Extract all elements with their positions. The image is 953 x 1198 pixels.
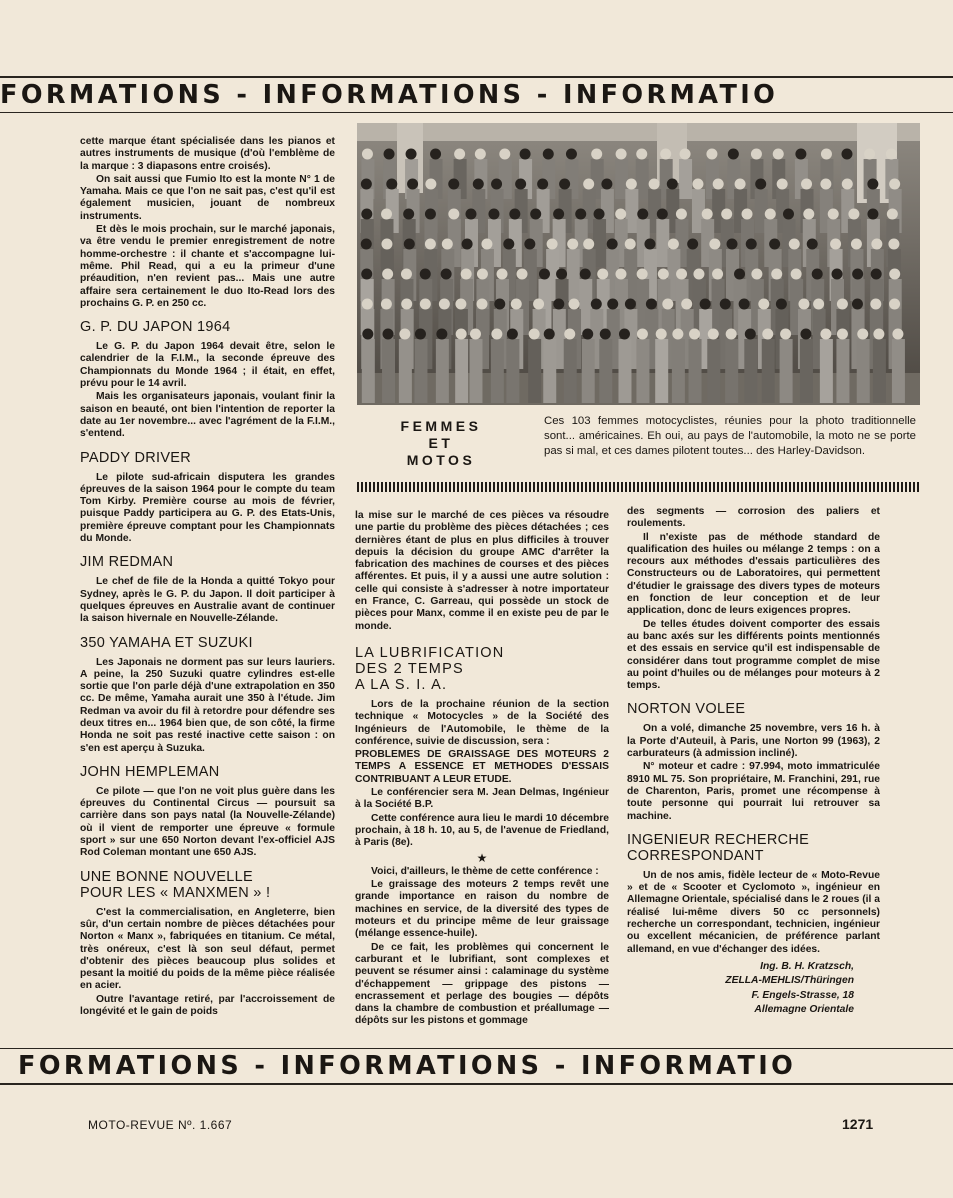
person-head — [828, 209, 839, 220]
person-head — [800, 329, 811, 340]
person-head — [442, 239, 453, 250]
person-head — [813, 299, 824, 310]
person-head — [720, 299, 731, 310]
person-head — [381, 209, 392, 220]
person-head — [361, 239, 372, 250]
person-head — [693, 269, 704, 280]
person-head — [871, 239, 882, 250]
person-head — [851, 239, 862, 250]
person-head — [470, 329, 481, 340]
person-head — [751, 149, 762, 160]
person-head — [455, 299, 466, 310]
paragraph: Le pilote sud-africain disputera les grandes épreuves de la saison 1964 pour le compte du team Tom Kirby. Première course au mois de février, puisque Paddy participera au G. P. des Etats-Unis, première épreuve comptant pour les Championnats du Monde. — [80, 471, 335, 545]
paragraph: Les Japonais ne dorment pas sur leurs lauriers. A peine, la 250 Suzuki quatre cylindres est-elle sortie que l'on parle déjà d'une extrapolation en 350 cc. De même, Yamaha aurait une 350 à l'étude. Jim Redman va avoir du fil à retordre pour défendre ses deux titres en... 1964 bien que, de son côté, la firme Honda ne soit pas resté inactive cette saison : on s'en est aperçu à Suzuka. — [80, 656, 335, 754]
person-head — [567, 239, 578, 250]
person-head — [491, 179, 502, 190]
person-head — [676, 269, 687, 280]
person-head — [615, 209, 626, 220]
person-head — [594, 209, 605, 220]
person-head — [591, 299, 602, 310]
person-body — [564, 339, 577, 403]
photo-title-line: ET — [428, 435, 454, 451]
person-body — [469, 339, 482, 403]
person-head — [795, 149, 806, 160]
person-head — [636, 149, 647, 160]
person-head — [837, 329, 848, 340]
person-head — [569, 299, 580, 310]
footer-banner — [0, 1048, 953, 1085]
section-heading: JIM REDMAN — [80, 554, 174, 571]
person-head — [660, 149, 671, 160]
person-head — [727, 239, 738, 250]
person-head — [626, 179, 637, 190]
person-body — [436, 339, 449, 403]
person-head — [776, 299, 787, 310]
person-head — [553, 299, 564, 310]
person-head — [649, 179, 660, 190]
paragraph: Et dès le mois prochain, sur le marché japonais, va être vendu le premier enregistrement de notre homme-orchestre : il chante et s'accompagne lui-même. Phil Read, qui a eu la primeur d'une préaudition, n'en revient pas... Mais une autre affaire sera certainement le duo Ito-Read lors des prochains G. P. en 250 cc. — [80, 224, 335, 309]
paragraph: Il n'existe pas de méthode standard de qualification des huiles ou mélange 2 temps : on a recours aux méthodes d'essais particulières des Constructeurs ou de Laboratoires, qui permettent d'étudier le graissage des divers types de moteurs en fonction de leur conception et de leur application, donc de leurs exigences propres. — [627, 531, 880, 617]
person-head — [399, 329, 410, 340]
person-head — [454, 149, 465, 160]
person-head — [473, 179, 484, 190]
person-head — [420, 269, 431, 280]
person-head — [553, 209, 564, 220]
signature-line: ZELLA-MEHLIS/Thüringen — [725, 975, 854, 987]
person-body — [582, 339, 595, 403]
paragraph: On sait aussi que Fumio Ito est la monte N° 1 de Yamaha. Mais ce que l'on ne sait pas, c'est qu'il est également musicien, jouant de nombreux instruments. — [80, 173, 335, 222]
person-head — [820, 329, 831, 340]
person-head — [887, 209, 898, 220]
section-heading — [355, 645, 609, 693]
paragraph: PROBLEMES DE GRAISSAGE DES MOTEURS 2 TEMPS A ESSENCE ET METHODES D'ESSAIS CONTRIBUANT A LEUR ETUDE. — [355, 749, 609, 785]
person-head — [803, 209, 814, 220]
person-head — [789, 239, 800, 250]
person-body — [857, 339, 870, 403]
person-head — [583, 239, 594, 250]
decorative-rule — [357, 482, 920, 492]
left-column — [80, 136, 335, 1038]
person-head — [517, 269, 528, 280]
person-head — [575, 209, 586, 220]
person-body — [744, 339, 757, 403]
person-head — [755, 179, 766, 190]
person-head — [637, 209, 648, 220]
person-head — [507, 329, 518, 340]
section-heading — [80, 869, 335, 901]
person-head — [780, 329, 791, 340]
person-head — [461, 269, 472, 280]
person-head — [773, 149, 784, 160]
person-head — [769, 239, 780, 250]
person-head — [509, 209, 520, 220]
section-heading: 350 YAMAHA ET SUZUKI — [80, 634, 253, 651]
person-head — [511, 299, 522, 310]
person-head — [607, 239, 618, 250]
section-heading — [627, 832, 880, 864]
person-head — [889, 269, 900, 280]
person-head — [415, 329, 426, 340]
star-separator: ★ — [476, 850, 488, 865]
person-head — [646, 299, 657, 310]
person-head — [559, 179, 570, 190]
person-head — [616, 149, 627, 160]
photo-caption: Ces 103 femmes motocyclistes, réunies pour la photo traditionnelle sont... américaines. Eh oui, au pays de l'automobile, la moto ne se porte pas si mal, et ces dames pilotent toutes... des Harley-Davidson. — [544, 415, 916, 457]
middle-column — [355, 510, 609, 1038]
person-head — [867, 209, 878, 220]
person-head — [842, 179, 853, 190]
person-head — [680, 149, 691, 160]
paragraph: N° moteur et cadre : 97.994, moto immatriculée 8910 ML 75. Son propriétaire, M. Franchini, 291, rue de Charenton, Paris, promet une récompense à toute personne qui pourrait lui retrouver sa machine. — [627, 761, 880, 822]
person-head — [543, 149, 554, 160]
person-head — [889, 179, 900, 190]
person-head — [580, 269, 591, 280]
person-body — [892, 339, 905, 403]
person-head — [406, 149, 417, 160]
paragraph: Le conférencier sera M. Jean Delmas, Ingénieur à la Société B.P. — [355, 787, 609, 811]
person-head — [625, 239, 636, 250]
person-head — [726, 329, 737, 340]
paragraph: Outre l'avantage retiré, par l'accroissement de longévité et le gain de poids — [80, 993, 335, 1018]
person-head — [739, 299, 750, 310]
person-head — [735, 179, 746, 190]
person-head — [582, 329, 593, 340]
person-head — [524, 239, 535, 250]
group-photo — [357, 123, 920, 405]
person-body — [679, 159, 692, 199]
person-head — [583, 179, 594, 190]
paragraph: Un de nos amis, fidèle lecteur de « Moto-Revue » et de « Scooter et Cyclomoto », ingénieur en Allemagne Orientale, spécialisé dans le 2 roues (il a réalisé lui-même divers 50 cc personnels) recherche un correspondant, technicien, ingénieur ou excellent mécanicien, de préférence parlant allemand, en vue d'échanger des idées. — [627, 869, 880, 955]
person-head — [721, 209, 732, 220]
person-body — [780, 339, 793, 403]
person-head — [667, 179, 678, 190]
signature-line: Ing. B. H. Kratzsch, — [760, 960, 854, 972]
person-head — [676, 209, 687, 220]
person-head — [848, 209, 859, 220]
person-head — [852, 299, 863, 310]
person-head — [871, 269, 882, 280]
person-head — [439, 299, 450, 310]
person-head — [830, 239, 841, 250]
person-head — [361, 269, 372, 280]
person-head — [892, 329, 903, 340]
person-head — [857, 329, 868, 340]
heading-line: INGENIEUR RECHERCHE — [627, 831, 810, 848]
person-head — [812, 269, 823, 280]
person-head — [777, 179, 788, 190]
person-body — [543, 339, 556, 403]
person-head — [425, 179, 436, 190]
person-head — [762, 329, 773, 340]
person-head — [668, 239, 679, 250]
person-head — [864, 149, 875, 160]
paragraph: la mise sur le marché de ces pièces va résoudre une partie du problème des pièces détachées ; ces dernières étant de plus en plus difficiles à trouver depuis la décision du groupe AMC d'arrêter la fabrication des machines de courses et des pièces afférentes. Et puis, il y a aussi une autre solution : celle qui consiste à s'adresser à notre importateur en France, C. Garreau, qui possède un stock de pièces pour Manx, comme il en existe peu de par le monde. — [355, 510, 609, 632]
person-body — [528, 339, 541, 403]
person-head — [401, 269, 412, 280]
person-head — [706, 149, 717, 160]
person-head — [637, 329, 648, 340]
paragraph: cette marque étant spécialisée dans les pianos et autres instruments de musique (d'où l'emblème de la marque : 3 diapasons entre croisés). — [80, 136, 335, 172]
section-heading: NORTON VOLEE — [627, 701, 746, 718]
person-head — [662, 299, 673, 310]
person-head — [381, 299, 392, 310]
heading-line: LA LUBRIFICATION — [355, 644, 505, 661]
paragraph: Mais les organisateurs japonais, voulant finir la saison en beauté, ont bien l'intention de reporter la date au 1er novembre... avec l'agrément de la F.I.M., s'entend. — [80, 391, 335, 440]
person-body — [636, 339, 649, 403]
person-head — [425, 239, 436, 250]
banner-text: FORMATIONS - INFORMATIONS - INFORMATIO — [0, 80, 779, 110]
person-head — [386, 179, 397, 190]
person-head — [566, 149, 577, 160]
person-body — [656, 219, 669, 267]
person-head — [888, 239, 899, 250]
person-head — [533, 299, 544, 310]
photo-title-line: FEMMES — [400, 418, 482, 434]
person-head — [600, 329, 611, 340]
person-head — [601, 179, 612, 190]
person-head — [383, 329, 394, 340]
person-head — [448, 209, 459, 220]
person-head — [801, 179, 812, 190]
person-head — [425, 209, 436, 220]
person-head — [798, 299, 809, 310]
person-head — [852, 269, 863, 280]
person-head — [687, 239, 698, 250]
person-head — [672, 329, 683, 340]
person-head — [530, 209, 541, 220]
person-head — [644, 239, 655, 250]
person-head — [873, 329, 884, 340]
person-head — [783, 209, 794, 220]
person-head — [547, 239, 558, 250]
person-head — [494, 299, 505, 310]
person-head — [771, 269, 782, 280]
person-head — [745, 329, 756, 340]
person-head — [657, 209, 668, 220]
section-heading: G. P. DU JAPON 1964 — [80, 319, 231, 336]
paragraph: Le G. P. du Japon 1964 devait être, selon le calendrier de la F.I.M., la seconde épreuve des Championnats du Monde 1964 ; il était, en effet, prévu pour le 14 avril. — [80, 341, 335, 390]
person-body — [689, 339, 702, 403]
person-head — [619, 329, 630, 340]
person-head — [689, 329, 700, 340]
paragraph: Cette conférence aura lieu le mardi 10 décembre prochain, à 18 h. 10, au 5, de l'avenue de Friedland, à Paris (8e). — [355, 812, 609, 849]
person-body — [707, 339, 720, 403]
paragraph: Lors de la prochaine réunion de la section technique « Motocycles » de la Société des Ingénieurs de l'Automobile, le thème de la conférence, suivie de discussion, sera : — [355, 698, 609, 747]
person-body — [414, 339, 427, 403]
person-body — [362, 339, 375, 403]
person-head — [362, 299, 373, 310]
photo-title-line: MOTOS — [406, 452, 476, 468]
person-head — [477, 269, 488, 280]
person-head — [499, 149, 510, 160]
person-head — [658, 269, 669, 280]
heading-line: POUR LES « MANXMEN » ! — [80, 884, 271, 901]
person-head — [591, 149, 602, 160]
person-head — [441, 269, 452, 280]
person-head — [544, 329, 555, 340]
person-head — [751, 269, 762, 280]
person-head — [430, 149, 441, 160]
person-head — [401, 299, 412, 310]
person-head — [384, 149, 395, 160]
magazine-issue: MOTO-REVUE Nº. 1.667 — [88, 1118, 233, 1132]
person-head — [361, 209, 372, 220]
person-head — [708, 329, 719, 340]
paragraph: des segments — corrosion des paliers et roulements. — [627, 506, 880, 530]
person-head — [637, 269, 648, 280]
person-head — [597, 269, 608, 280]
person-head — [382, 269, 393, 280]
person-head — [407, 179, 418, 190]
person-head — [807, 239, 818, 250]
person-body — [399, 339, 412, 403]
person-head — [362, 149, 373, 160]
person-head — [820, 179, 831, 190]
person-head — [734, 269, 745, 280]
person-head — [615, 269, 626, 280]
person-head — [456, 329, 467, 340]
paragraph: Le chef de file de la Honda a quitté Tokyo pour Sydney, après le G. P. du Japon. Il doit participer à quelques épreuves en Australie avant de continuer la saison hivernale en Nouvelle-Zélande. — [80, 576, 335, 625]
person-head — [746, 239, 757, 250]
person-head — [420, 299, 431, 310]
banner-text: FORMATIONS - INFORMATIONS - INFORMATIO — [18, 1051, 797, 1081]
person-head — [529, 329, 540, 340]
person-head — [436, 329, 447, 340]
paragraph: C'est la commercialisation, en Angleterre, bien sûr, d'un certain nombre de pièces détachées pour Norton « Manx », fabriquées en titanium. Ce métal, très onéreux, c'est là son seul défaut, permet d'obtenir des pièces beaucoup plus solides et pesant la moitié du poids de la même pièce réalisée en acier. — [80, 906, 335, 992]
person-head — [870, 299, 881, 310]
person-head — [503, 239, 514, 250]
person-head — [791, 269, 802, 280]
section-heading: PADDY DRIVER — [80, 449, 192, 466]
person-head — [841, 149, 852, 160]
person-head — [362, 329, 373, 340]
paragraph: Le graissage des moteurs 2 temps revêt une grande importance en raison du nombre de machines en service, de la diversité des types de moteurs et du principe même de leur graissage (mélange essence-huile). — [355, 879, 609, 940]
person-head — [712, 269, 723, 280]
person-body — [762, 339, 775, 403]
person-head — [692, 179, 703, 190]
person-head — [656, 329, 667, 340]
person-head — [465, 209, 476, 220]
heading-line: CORRESPONDANT — [627, 847, 764, 864]
person-body — [618, 339, 631, 403]
photo-illustration — [357, 123, 920, 405]
person-body — [672, 339, 685, 403]
person-head — [681, 299, 692, 310]
person-head — [520, 149, 531, 160]
person-head — [625, 299, 636, 310]
person-head — [702, 209, 713, 220]
person-head — [488, 209, 499, 220]
person-head — [837, 299, 848, 310]
page-number: 1271 — [842, 1116, 874, 1132]
person-body — [567, 249, 580, 301]
person-body — [491, 339, 504, 403]
person-head — [539, 269, 550, 280]
person-head — [448, 179, 459, 190]
person-head — [758, 299, 769, 310]
person-head — [821, 149, 832, 160]
person-body — [655, 339, 668, 403]
person-body — [455, 339, 468, 403]
header-banner — [0, 76, 953, 113]
person-body — [599, 339, 612, 403]
heading-line: A LA S. I. A. — [355, 676, 448, 693]
person-head — [700, 299, 711, 310]
right-column — [627, 506, 880, 1038]
person-head — [742, 209, 753, 220]
heading-line: DES 2 TEMPS — [355, 660, 464, 677]
person-head — [404, 239, 415, 250]
person-body — [820, 339, 833, 403]
person-head — [867, 179, 878, 190]
signature-line: F. Engels-Strasse, 18 — [751, 989, 854, 1001]
person-body — [382, 339, 395, 403]
person-head — [403, 209, 414, 220]
heading-line: UNE BONNE NOUVELLE — [80, 868, 253, 885]
person-head — [515, 179, 526, 190]
person-body — [873, 339, 886, 403]
photo-title — [383, 418, 499, 469]
paragraph: De telles études doivent comporter des essais au banc axés sur les différents points mentionnés et des essais en service qu'il est indispensable de considérer dans tout programme complet de mise au point d'huiles ou de mélanges pour moteurs à 2 temps. — [627, 618, 880, 692]
signature-line: Allemagne Orientale — [754, 1004, 854, 1016]
person-head — [491, 329, 502, 340]
person-head — [381, 239, 392, 250]
person-body — [506, 339, 519, 403]
paragraph: Voici, d'ailleurs, le thème de cette conférence : — [371, 865, 599, 877]
person-head — [361, 179, 372, 190]
person-head — [556, 269, 567, 280]
person-head — [728, 149, 739, 160]
person-body — [800, 339, 813, 403]
paragraph: On a volé, dimanche 25 novembre, vers 16 h. à la Porte d'Auteuil, à Paris, une Norton 99 (1963), 2 carburateurs (à admission incliné). — [627, 723, 880, 760]
person-body — [725, 339, 738, 403]
person-head — [564, 329, 575, 340]
person-head — [889, 299, 900, 310]
person-head — [886, 149, 897, 160]
person-head — [462, 239, 473, 250]
section-heading: JOHN HEMPLEMAN — [80, 763, 220, 780]
person-head — [481, 239, 492, 250]
person-head — [832, 269, 843, 280]
person-head — [765, 209, 776, 220]
person-head — [497, 269, 508, 280]
person-body — [836, 339, 849, 403]
paragraph: De ce fait, les problèmes qui concernent le carburant et le lubrifiant, sont complexes et peuvent se résumer ainsi : calaminage du système d'échappement — grippage des pistons — encrassement et perlage des bougies — dépôts dans la chambre de combustion et préallumage — dépôts sur les pistons et gommage — [355, 941, 609, 1027]
person-head — [537, 179, 548, 190]
person-head — [477, 299, 488, 310]
person-head — [709, 239, 720, 250]
person-head — [713, 179, 724, 190]
paragraph: Ce pilote — que l'on ne voit plus guère dans les épreuves du Continental Circus — poursuit sa carrière dans son pays natal (la Nouvelle-Zélande) où il vient de remporter une épreuve « formule sport » sur une 650 Norton devant l'ex-officiel AJS Rod Coleman montant une 650 AJS. — [80, 785, 335, 859]
person-head — [607, 299, 618, 310]
person-head — [475, 149, 486, 160]
